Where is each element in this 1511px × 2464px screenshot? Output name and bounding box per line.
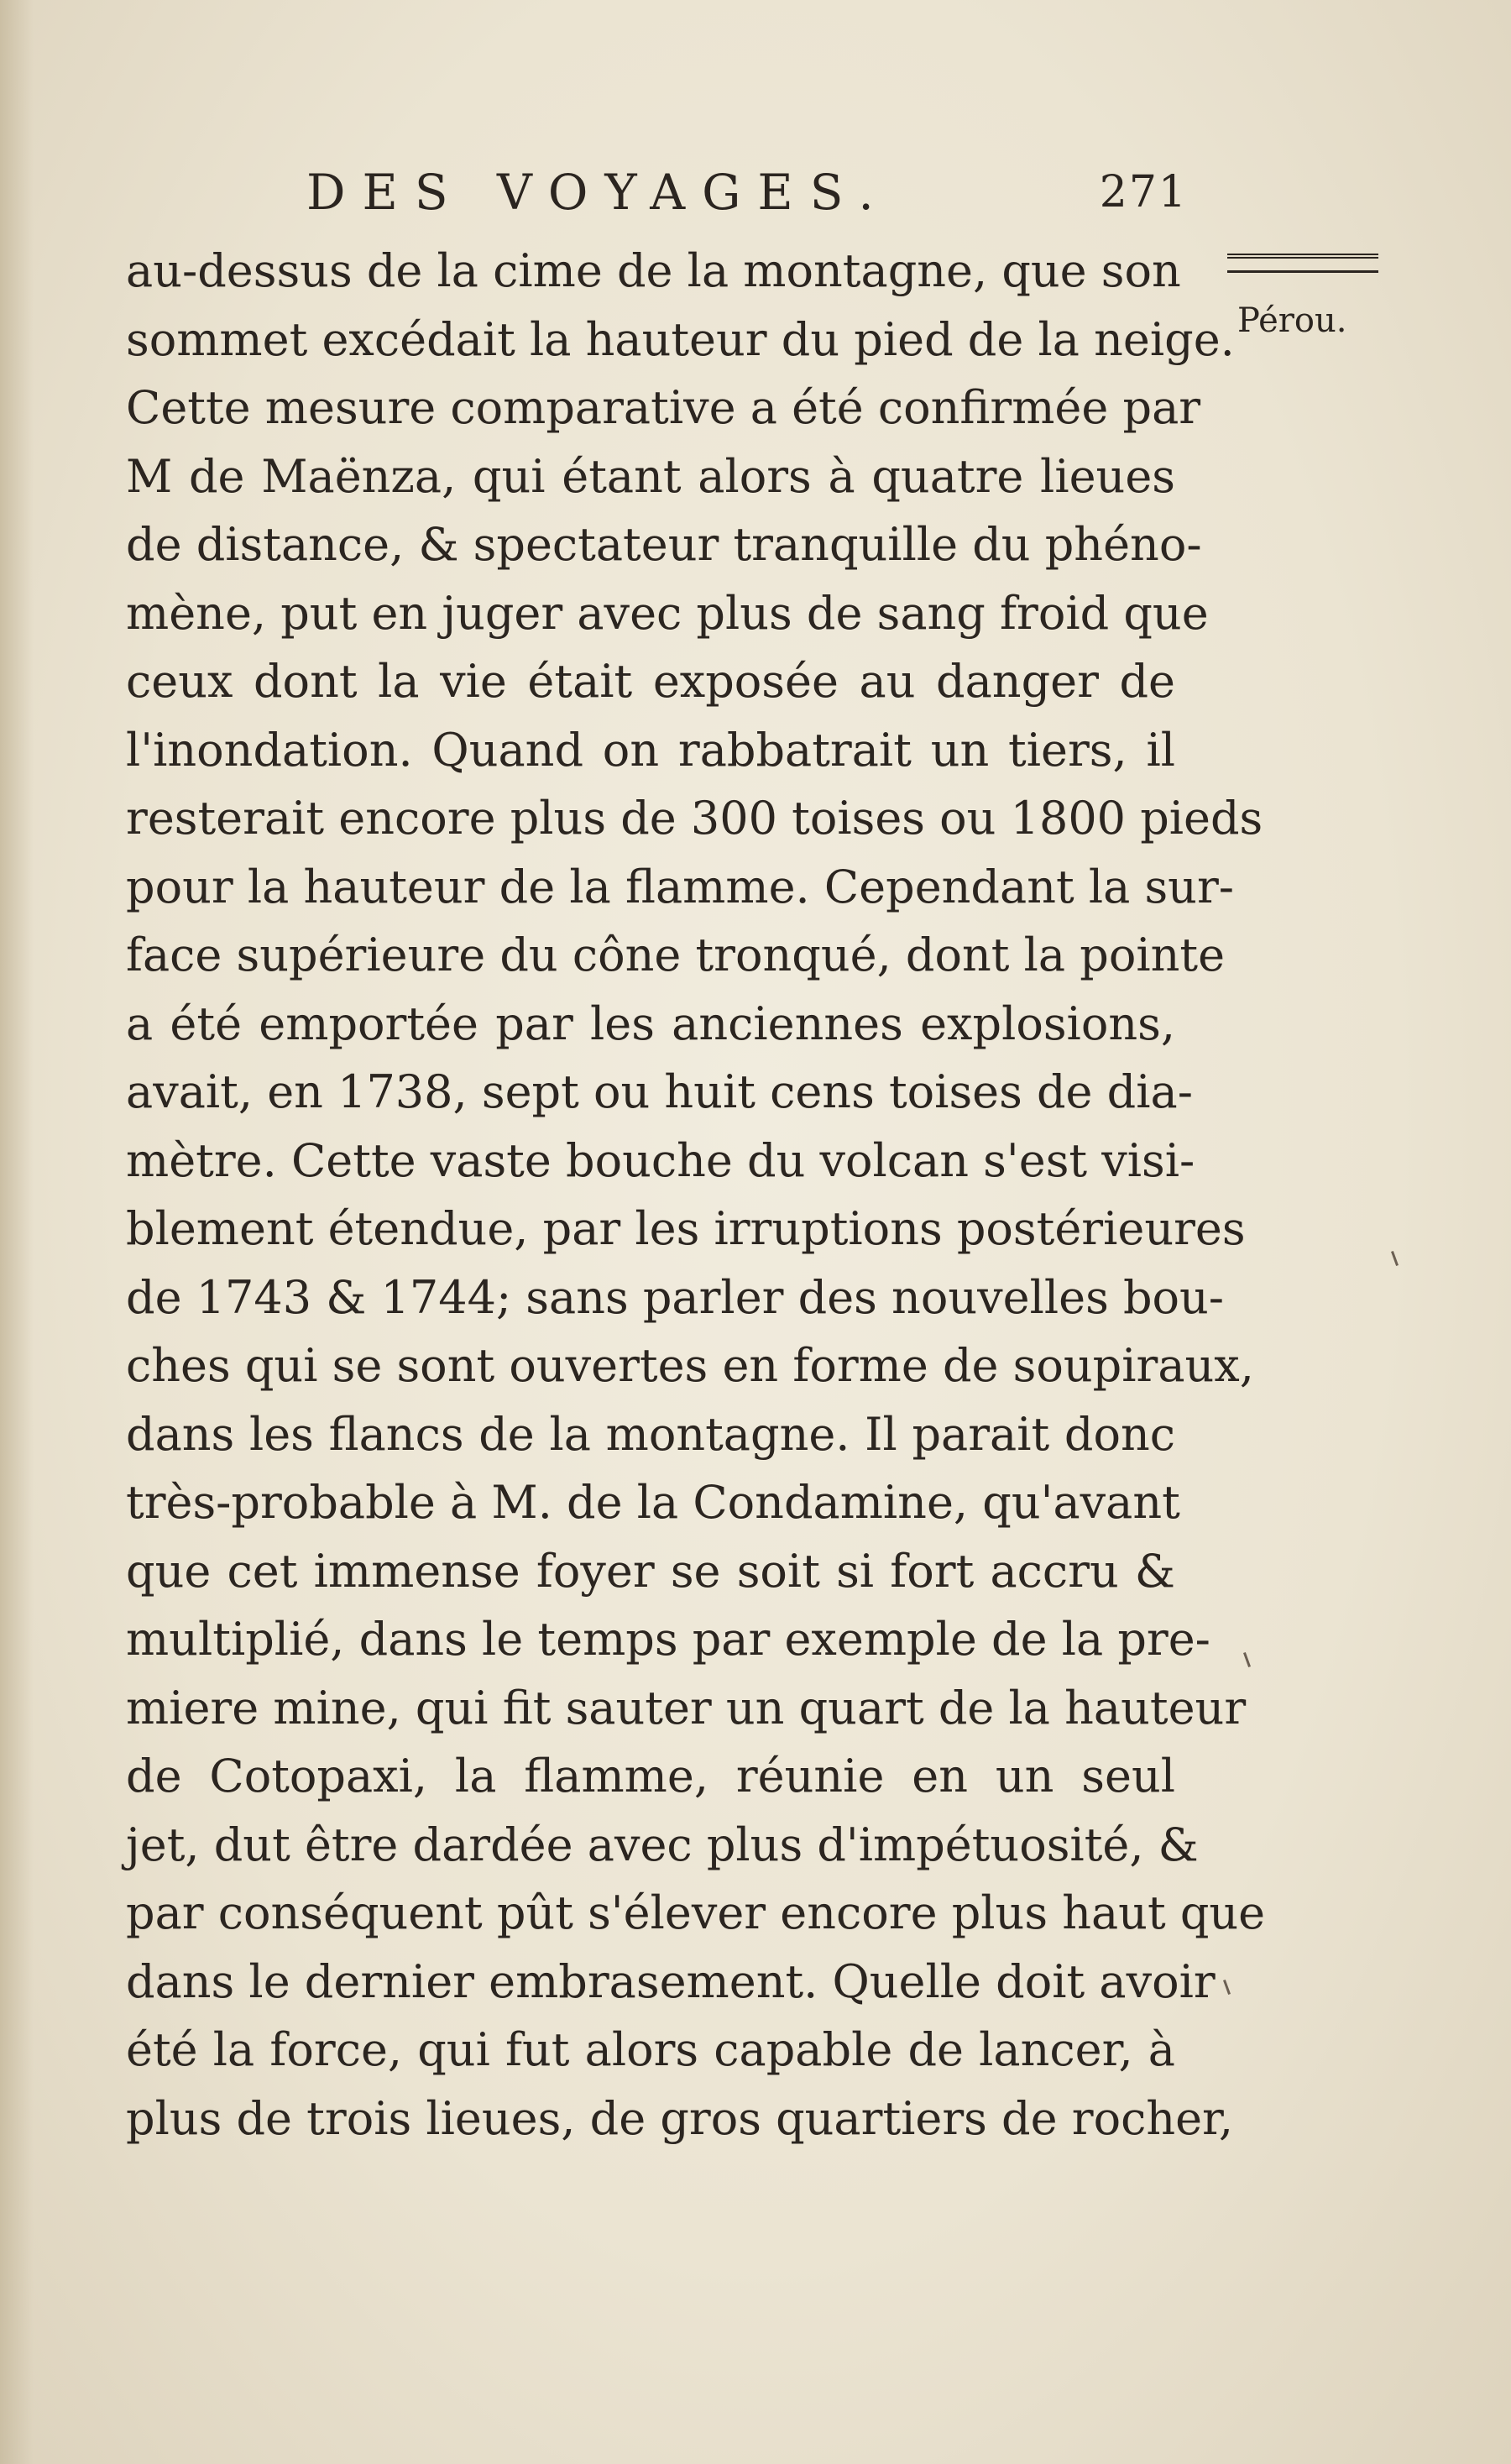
text-line: ches qui se sont ouvertes en forme de soupiraux, bbox=[126, 1339, 1254, 1392]
text-line: dans les flancs de la montagne. Il parait donc bbox=[126, 1407, 1175, 1461]
text-line: miere mine, qui fit sauter un quart de la hauteur bbox=[126, 1681, 1247, 1734]
running-head: DES VOYAGES. bbox=[306, 164, 891, 221]
ink-speck bbox=[1243, 1652, 1251, 1667]
text-line: sommet excédait la hauteur du pied de la neige. bbox=[126, 312, 1235, 366]
text-line: jet, dut être dardée avec plus d'impétuosité, & bbox=[126, 1818, 1199, 1871]
text-line: de 1743 & 1744; sans parler des nouvelles bou- bbox=[126, 1270, 1225, 1324]
text-line: avait, en 1738, sept ou huit cens toises de dia- bbox=[126, 1065, 1193, 1118]
text-line: que cet immense foyer se soit si fort accru & bbox=[126, 1544, 1175, 1598]
text-line: l'inondation. Quand on rabbatrait un tiers, il bbox=[126, 723, 1175, 777]
text-line: multiplié, dans le temps par exemple de la pre- bbox=[126, 1613, 1210, 1666]
page-number: 271 bbox=[1099, 167, 1188, 217]
text-line: mètre. Cette vaste bouche du volcan s'est visi- bbox=[126, 1133, 1195, 1187]
marginal-note: Pérou. bbox=[1237, 301, 1347, 340]
text-line: face supérieure du cône tronqué, dont la pointe bbox=[126, 929, 1226, 981]
ink-speck bbox=[1223, 1980, 1231, 1995]
text-line: dans le dernier embrasement. Quelle doit avoir bbox=[126, 1954, 1216, 2008]
text-line: par conséquent pût s'élever encore plus haut que bbox=[126, 1886, 1266, 1939]
marginal-rule bbox=[1227, 254, 1378, 273]
text-line: au-dessus de la cime de la montagne, que son bbox=[126, 244, 1181, 297]
body-text bbox=[126, 237, 1266, 2153]
text-line: pour la hauteur de la flamme. Cependant la sur- bbox=[126, 860, 1235, 913]
text-line: blement étendue, par les irruptions postérieures bbox=[126, 1202, 1246, 1255]
ink-speck bbox=[1391, 1251, 1399, 1266]
text-line: été la force, qui fut alors capable de lancer, à bbox=[126, 2023, 1175, 2076]
text-line: très-probable à M. de la Condamine, qu'avant bbox=[126, 1476, 1180, 1529]
text-line: M de Maënza, qui étant alors à quatre lieues bbox=[126, 449, 1175, 503]
text-line: plus de trois lieues, de gros quartiers de rocher, bbox=[126, 2091, 1234, 2145]
text-line: mène, put en juger avec plus de sang froid que bbox=[126, 586, 1209, 640]
text-line: de distance, & spectateur tranquille du phéno- bbox=[126, 518, 1202, 571]
text-line: resterait encore plus de 300 toises ou 1800 pieds bbox=[126, 792, 1263, 845]
marginal-note-block bbox=[1227, 254, 1378, 340]
text-line: Cette mesure comparative a été confirmée par bbox=[126, 381, 1201, 434]
text-line: ceux dont la vie était exposée au danger de bbox=[126, 655, 1175, 708]
text-line: a été emportée par les anciennes explosions, bbox=[126, 997, 1175, 1050]
page-header bbox=[306, 164, 1188, 222]
text-line: de Cotopaxi, la flamme, réunie en un seul bbox=[126, 1750, 1175, 1802]
